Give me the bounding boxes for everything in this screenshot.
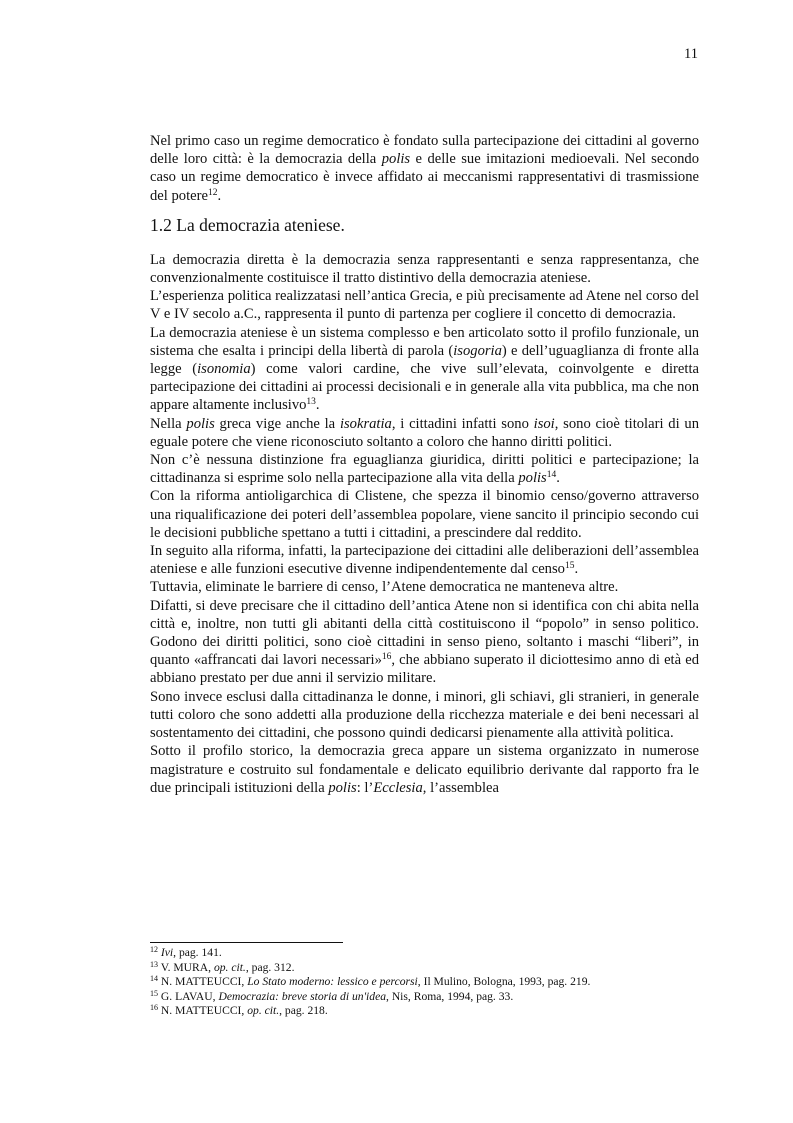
text-run: Nella bbox=[150, 415, 187, 432]
footnote-ref[interactable]: 13 bbox=[306, 397, 316, 408]
text-run: , pag. 141. bbox=[173, 946, 222, 959]
footnote-ref[interactable]: 15 bbox=[564, 561, 575, 572]
footnote-number: 13 bbox=[150, 959, 158, 969]
italic-term: polis bbox=[186, 415, 215, 432]
footnote bbox=[150, 961, 710, 976]
text-run: , pag. 312. bbox=[245, 960, 295, 974]
italic-term: isogoria bbox=[453, 342, 502, 359]
footnote-number: 14 bbox=[150, 974, 158, 984]
italic-term: op. cit. bbox=[247, 1004, 280, 1018]
paragraph bbox=[150, 451, 699, 487]
page-number: 11 bbox=[684, 46, 698, 62]
footnote-ref[interactable]: 12 bbox=[207, 187, 218, 198]
italic-term: polis bbox=[328, 779, 357, 796]
paragraph: L’esperienza politica realizzatasi nell’antica Grecia, e più precisamente ad Atene nel corso del V e IV secolo a.C., rappresenta il punto di partenza per cogliere il concetto di democrazia. bbox=[150, 288, 699, 323]
footnote-number: 15 bbox=[150, 988, 158, 998]
paragraph: La democrazia diretta è la democrazia senza rappresentanti e senza rappresentanza, che convenzionalmente costituisce il tratto distintivo della democrazia ateniese. bbox=[150, 251, 699, 287]
text-run: , che abbiano superato il diciottesimo anno di età ed abbiano prestato per due anni il servizio militare. bbox=[150, 652, 700, 687]
text-run: , l’assemblea bbox=[422, 779, 499, 796]
text-run: La democrazia ateniese è un sistema complesso e ben articolato sotto il profilo funzionale, un sistema che esalta i principi della libertà di parola ( bbox=[150, 324, 699, 359]
text-run: . bbox=[315, 397, 320, 414]
italic-term: Lo Stato moderno: lessico e percorsi bbox=[247, 975, 418, 989]
intro-paragraph bbox=[150, 132, 699, 205]
footnote bbox=[150, 990, 710, 1005]
body-text bbox=[150, 132, 699, 797]
footnote-number: 12 bbox=[150, 945, 158, 954]
italic-term: Democrazia: breve storia di un'idea bbox=[218, 989, 387, 1003]
text-run: e delle sue imitazioni medioevali. Nel secondo caso un regime democratico è invece affidato ai meccanismi rappresentativi di trasmissione del potere bbox=[150, 151, 700, 204]
text-run: greca vige anche la bbox=[214, 415, 340, 432]
italic-term: polis bbox=[381, 151, 411, 168]
paragraph bbox=[150, 542, 699, 578]
text-run: N. MATTEUCCI, bbox=[158, 975, 248, 989]
text-run: Non c’è nessuna distinzione fra eguaglianza giuridica, diritti politici e partecipazione; la cittadinanza si esprime solo nella partecipazione alla vita della bbox=[150, 452, 699, 487]
italic-term: Ivi bbox=[160, 946, 174, 959]
footnote bbox=[150, 946, 710, 961]
text-run: N. MATTEUCCI, bbox=[158, 1004, 248, 1018]
paragraph bbox=[150, 324, 699, 415]
text-run: Sotto il profilo storico, la democrazia greca appare un sistema organizzato in numerose magistrature e costruito sul fondamentale e delicato equilibrio derivante dal rapporto fra le due principali istituzioni della bbox=[150, 743, 699, 796]
paragraph: Sono invece esclusi dalla cittadinanza le donne, i minori, gli schiavi, gli stranieri, in generale tutti coloro che sono addetti alla produzione della ricchezza materiale e dei beni necessari al sostentamento dei cittadini, che possono quindi dedicarsi pienamente alla attività politica. bbox=[150, 688, 699, 742]
italic-term: op. cit. bbox=[213, 960, 246, 974]
paragraph bbox=[150, 415, 699, 451]
text-run: : l’ bbox=[356, 779, 374, 796]
paragraph bbox=[150, 742, 699, 797]
text-run: Difatti, si deve precisare che il cittadino dell’antica Atene non si identifica con chi abita nella città e, inoltre, non tutti gli abitanti della città costituiscono il “popolo” in senso politico. Godono dei diritti politici, sono cioè cittadini in senso pieno, soltanto i maschi “liberi”, in quanto «affrancati dai lavori necessari» bbox=[150, 597, 699, 669]
text-run: . bbox=[556, 470, 560, 487]
text-run: , Il Mulino, Bologna, 1993, pag. 219. bbox=[417, 975, 591, 989]
paragraph: Con la riforma antioligarchica di Clistene, che spezza il binomio censo/governo attraverso una riqualificazione dei poteri dell’assemblea popolare, viene sancito il principio secondo cui le decisioni pubbliche spettano a tutti i cittadini, a prescindere dal reddito. bbox=[150, 488, 699, 541]
footnote bbox=[150, 1004, 710, 1019]
text-run: ) e dell’uguaglianza di fronte alla legge ( bbox=[150, 342, 699, 378]
text-run: . bbox=[574, 561, 579, 578]
text-run: . bbox=[217, 187, 222, 204]
text-run: , Nis, Roma, 1994, pag. 33. bbox=[386, 989, 514, 1003]
text-run: ) come valori cardine, che vive sull’elevata, coinvolgente e diretta partecipazione dei cittadini ai processi decisionali e in generale alla vita pubblica, ma che non appare altamente inclusivo bbox=[150, 361, 699, 414]
text-run: , pag. 218. bbox=[279, 1004, 328, 1018]
text-run: , i cittadini infatti sono bbox=[391, 415, 534, 432]
paragraph: Tuttavia, eliminate le barriere di censo, l’Atene democratica ne manteneva altre. bbox=[150, 579, 619, 596]
footnotes bbox=[150, 942, 710, 1019]
italic-term: isonomia bbox=[197, 361, 251, 378]
italic-term: polis bbox=[518, 470, 547, 487]
footnote bbox=[150, 975, 710, 990]
footnote-number: 16 bbox=[150, 1003, 158, 1013]
section-heading: 1.2 La democrazia ateniese. bbox=[150, 214, 345, 235]
paragraph bbox=[150, 597, 699, 688]
italic-term: isoi bbox=[533, 415, 555, 432]
italic-term: isokratia bbox=[339, 415, 392, 432]
footnote-separator bbox=[150, 942, 343, 943]
text-run: G. LAVAU, bbox=[158, 989, 219, 1003]
text-run: V. MURA, bbox=[158, 960, 214, 974]
footnote-ref[interactable]: 16 bbox=[381, 652, 392, 663]
text-run: In seguito alla riforma, infatti, la partecipazione dei cittadini alle deliberazioni dell’assemblea ateniese e alle funzioni esecutive divenne indipendentemente dal censo bbox=[150, 543, 699, 578]
text-run: Nel primo caso un regime democratico è fondato sulla partecipazione dei cittadini al governo delle loro città: è la democrazia della bbox=[150, 133, 699, 168]
text-run: , sono cioè titolari di un eguale potere che viene riconosciuto soltanto a coloro che hanno diritti politici. bbox=[150, 415, 699, 450]
italic-term: Ecclesia bbox=[373, 779, 423, 796]
footnote-ref[interactable]: 14 bbox=[546, 470, 557, 481]
